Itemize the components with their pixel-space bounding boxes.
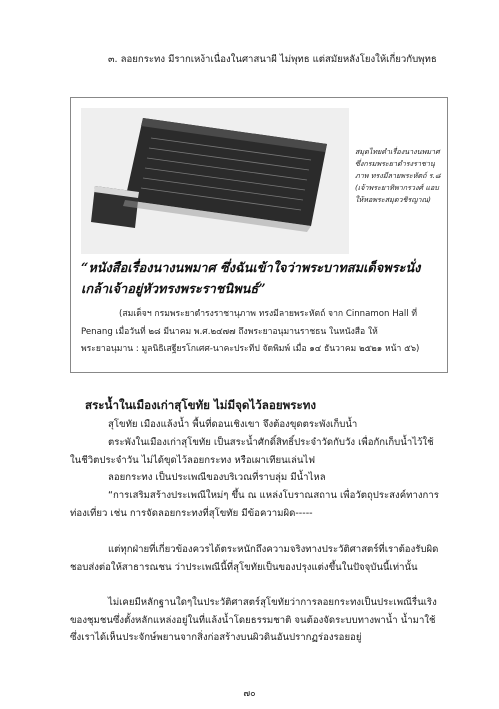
intro-paragraph: ๓. ลอยกระทง มีรากเหง้าเนื่องในศาสนาผี ไม่พุทธ แต่สมัยหลังโยงให้เกี่ยวกับพุทธ bbox=[108, 54, 437, 65]
body-paragraph-6: ไม่เคยมีหลักฐานใดๆในประวัติศาสตร์สุโขทัยว่าการลอยกระทงเป็นประเพณีรื่นเริงของชุมชนซึ่งตั้งหลักแหล่งอยู่ในที่แล้งน้ำโดยธรรมชาติ จนต้องจัดระบบทางพาน้ำ น้ำมาใช้ ซึ่งเราได้เห็นประจักษ์พยานจากสิ่งก่อสร้างบนผิวดินอันปรากฏร่องรอยอยู่ bbox=[70, 597, 437, 643]
highlight-quote: “หนังสือเรื่องนางนพมาศ ซึ่งฉันเข้าใจว่าพระบาทสมเด็จพระนั่งเกล้าเจ้าอยู่หัวทรงพระราชนิพนธ์” bbox=[81, 261, 421, 297]
body-paragraph-3: ลอยกระทง เป็นประเพณีของบริเวณที่ราบลุ่ม มีน้ำไหล bbox=[108, 472, 326, 483]
body-paragraph-1: สุโขทัย เมืองแล้งน้ำ พื้นที่ดอนเชิงเขา จึงต้องขุดตระพังเก็บน้ำ bbox=[108, 419, 358, 430]
quote-source-tail: พระยาอนุมาน : มูลนิธิเสฐียรโกเศศ-นาคะประทีป จัดพิมพ์ เมื่อ ๑๔ ธันวาคม ๒๕๒๑ หน้า ๕๖) bbox=[81, 344, 420, 354]
photo-caption: สมุดไทยดำเรื่องนางนพมาศ ซึ่งกรมพระยาดำรงราชานุภาพ ทรงมีลายพระหัตถ์ ร.๘ (เจ้าพระยาทิพากรวงศ์ แอบให้หอพระสมุดวชิรญาณ) bbox=[355, 147, 441, 204]
body-paragraph-4: “การเสริมสร้างประเพณีใหม่ๆ ขึ้น ณ แหล่งโบราณสถาน เพื่อวัตถุประสงค์ทางการท่องเที่ยว เช่น การจัดลอยกระทงที่สุโขทัย มีข้อความผิด----- bbox=[70, 490, 439, 519]
quote-source bbox=[81, 306, 443, 359]
page-number: ๗๐ bbox=[243, 689, 256, 699]
body-paragraph-5: แต่ทุกฝ่ายที่เกี่ยวข้องควรได้ตระหนักถึงความจริงทางประวัติศาสตร์ที่เราต้องรับผิดชอบส่งต่อให้สาธารณชน ว่าประเพณีนี้ที่สุโขทัยเป็นของปรุงแต่งขึ้นในปัจจุบันนี้เท่านั้น bbox=[70, 544, 439, 573]
quote-source-main: (สมเด็จฯ กรมพระยาดำรงราชานุภาพ ทรงมีลายพระหัตถ์ จาก Cinnamon Hall ที่ Penang เมื่อวันที่ ๒๘ มีนาคม พ.ศ.๒๔๗๗ ถึงพระยาอนุมานราชธน ในหนังสือ ให้ bbox=[81, 309, 418, 337]
section-heading: สระน้ำในเมืองเก่าสุโขทัย ไม่มีจุดไว้ลอยพระทง bbox=[85, 398, 317, 412]
body-paragraph-2: ตระพังในเมืองเก่าสุโขทัย เป็นสระน้ำศักดิ์สิทธิ์ประจำวัดกับวัง เพื่อกักเก็บน้ำไว้ใช้ในชีวิตประจำวัน ไม่ได้ขุดไว้ลอยกระทง หรือเผาเทียนเล่นไฟ bbox=[70, 437, 434, 466]
manuscript-photo bbox=[81, 108, 349, 254]
manuscript-image bbox=[81, 108, 349, 254]
figure-box bbox=[70, 97, 448, 373]
